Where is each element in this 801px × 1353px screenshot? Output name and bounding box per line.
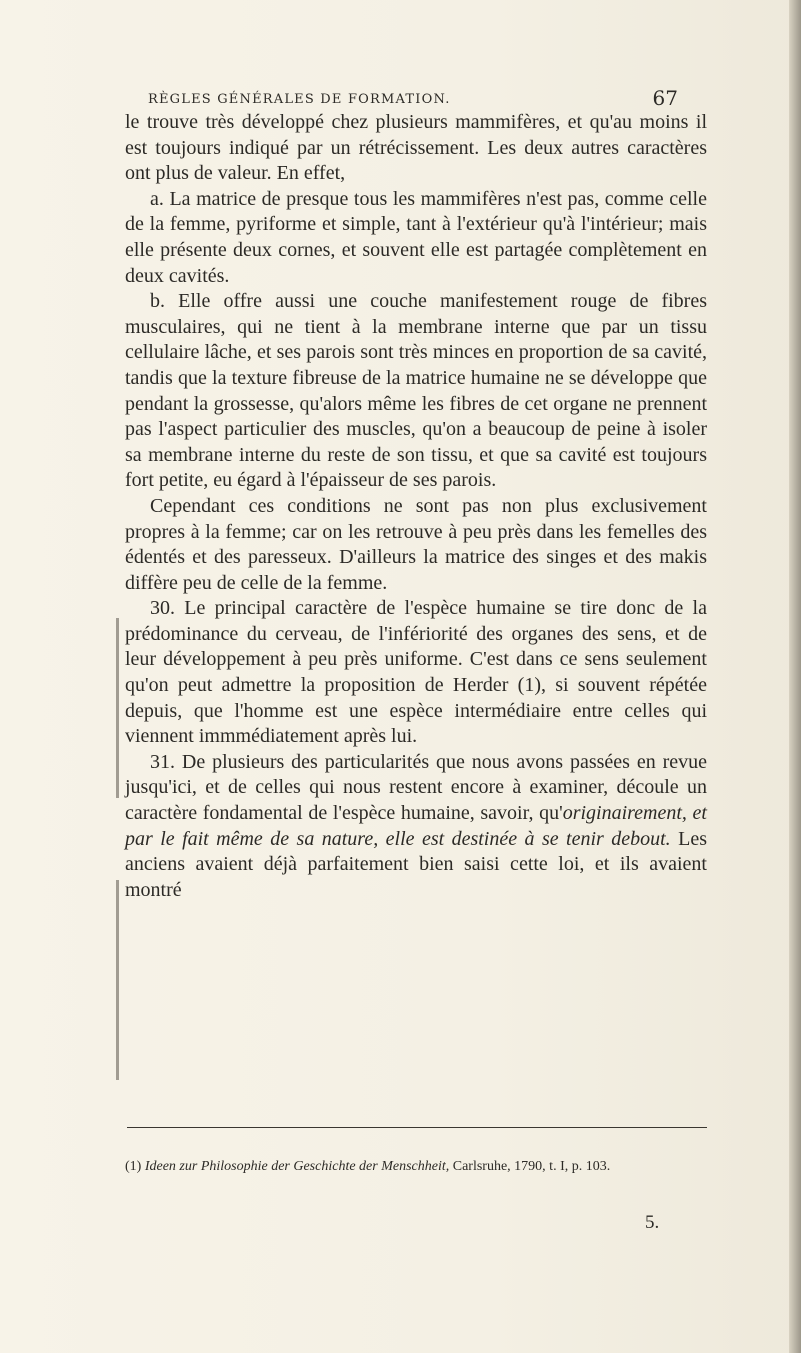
- footnote: [125, 1158, 707, 1176]
- paragraph: b. Elle offre aussi une couche manifestement rouge de fibres musculaires, qui ne tient à la membrane interne que par un tissu cellulaire lâche, et ses parois sont très minces en proportion de sa cavité, tandis que la texture fibreuse de la matrice humaine ne se développe que pendant la grossesse, qu'alors même les fibres de cet organe ne prennent pas l'aspect particulier des muscles, qu'on a beaucoup de peine à isoler sa membrane interne du reste de son tissu, et que sa cavité est toujours fort petite, eu égard à l'épaisseur de ses parois.: [125, 290, 707, 492]
- paragraph: a. La matrice de presque tous les mammifères n'est pas, comme celle de la femme, pyriforme et simple, tant à l'extérieur qu'à l'intérieur; mais elle présente deux cornes, et souvent elle est partagée complètement en deux cavités.: [125, 187, 707, 287]
- page-number: 67: [652, 86, 678, 110]
- page-edge: [789, 0, 801, 1353]
- emphasized-text: originairement, et par le fait même de sa nature, elle est destinée à se tenir debout.: [125, 802, 707, 850]
- footnote-reference: Carlsruhe, 1790, t. I, p. 103.: [449, 1159, 611, 1174]
- paragraph: Cependant ces conditions ne sont pas non plus exclusivement propres à la femme; car on les retrouve à peu près dans les femelles des édentés et des paresseux. D'ailleurs la matrice des singes et des makis diffère peu de celle de la femme.: [125, 494, 707, 594]
- footnote-title: Ideen zur Philosophie der Geschichte der Menschheit,: [144, 1159, 450, 1174]
- footnote-marker: (1): [125, 1159, 145, 1174]
- margin-mark: [116, 618, 119, 798]
- signature-mark: 5.: [645, 1212, 660, 1233]
- paragraph: 30. Le principal caractère de l'espèce humaine se tire donc de la prédominance du cerveau, de l'infériorité des organes des sens, et de leur développement à peu près uniforme. C'est dans ce sens seulement qu'on peut admettre la proposition de Herder (1), si souvent répétée depuis, que l'homme est une espèce intermédiaire entre celles qui viennent immmédiatement après lui.: [125, 597, 707, 748]
- paragraph: le trouve très développé chez plusieurs mammifères, et qu'au moins il est toujours indiqué par un rétrécissement. Les deux autres caractères ont plus de valeur. En effet,: [125, 111, 707, 185]
- page-header: [148, 86, 678, 112]
- margin-mark: [116, 880, 119, 1080]
- paragraph-lead: 31. De plusieurs des particularités que nous avons passées en revue jusqu'ici, et de celles qui nous restent encore à examiner, découle un caractère fondamental de l'espèce humaine, savoir, qu': [125, 750, 707, 825]
- body-text: [125, 110, 707, 903]
- paragraph-tail: Les anciens avaient déjà parfaitement bien saisi cette loi, et ils avaient montré: [125, 827, 707, 901]
- footnote-rule: [127, 1127, 707, 1128]
- running-title: RÈGLES GÉNÉRALES DE FORMATION.: [148, 92, 451, 107]
- paragraph: [125, 750, 707, 904]
